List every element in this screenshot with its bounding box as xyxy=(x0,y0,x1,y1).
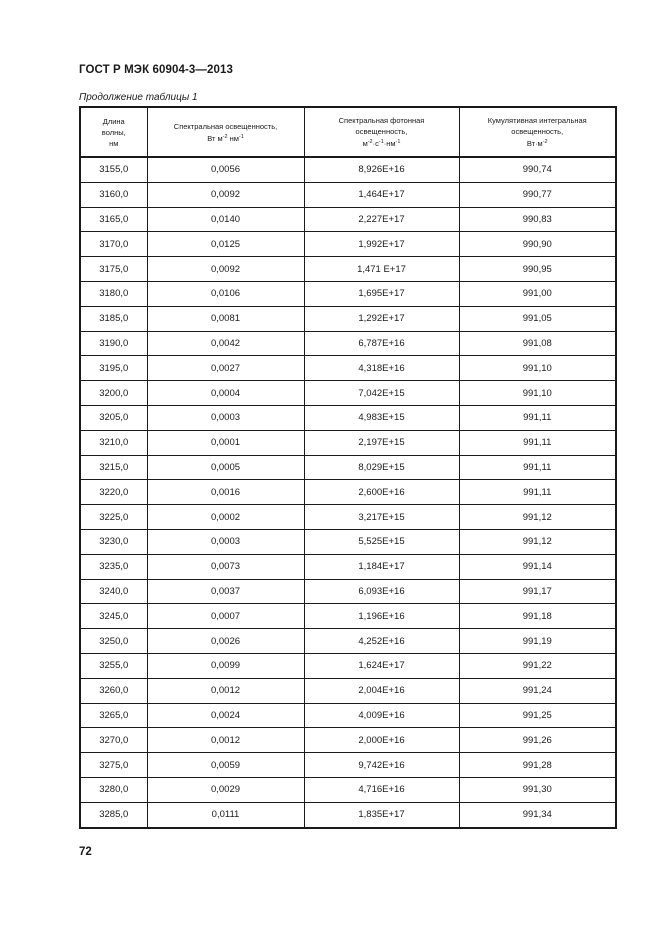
table-row xyxy=(80,257,616,282)
table-cell: 3160,0 xyxy=(80,182,147,207)
table-caption: Продолжение таблицы 1 xyxy=(79,92,198,103)
table-cell: 3175,0 xyxy=(80,257,147,282)
table-cell: 991,17 xyxy=(459,579,616,604)
table-cell: 3200,0 xyxy=(80,381,147,406)
table-cell: 6,787E+16 xyxy=(304,331,459,356)
table-row xyxy=(80,356,616,381)
table-cell: 3155,0 xyxy=(80,157,147,182)
table-cell: 990,83 xyxy=(459,207,616,232)
table-row xyxy=(80,281,616,306)
table-cell: 3185,0 xyxy=(80,306,147,331)
table-cell: 991,30 xyxy=(459,777,616,802)
table-cell: 5,525E+15 xyxy=(304,529,459,554)
table-cell: 3230,0 xyxy=(80,529,147,554)
header-cumulative-irradiance: Кумулятивная интегральная освещенность, $Вт\cdot м^{-2}$ xyxy=(459,107,616,157)
standard-designation: ГОСТ Р МЭК 60904-3—2013 xyxy=(79,64,233,76)
table-cell: 991,08 xyxy=(459,331,616,356)
table-body xyxy=(80,157,616,828)
table-row xyxy=(80,232,616,257)
table-row xyxy=(80,505,616,530)
table-cell: 991,00 xyxy=(459,281,616,306)
table-row xyxy=(80,653,616,678)
table-cell: 1,471 E+17 xyxy=(304,257,459,282)
table-cell: 1,196E+16 xyxy=(304,604,459,629)
table-cell: 3215,0 xyxy=(80,455,147,480)
table-cell: 3285,0 xyxy=(80,802,147,827)
table-cell: 0,0092 xyxy=(147,182,304,207)
table-cell: 990,90 xyxy=(459,232,616,257)
table-cell: 3195,0 xyxy=(80,356,147,381)
table-cell: 0,0027 xyxy=(147,356,304,381)
table-cell: 2,197E+15 xyxy=(304,430,459,455)
table-row xyxy=(80,703,616,728)
table-cell: 1,624E+17 xyxy=(304,653,459,678)
table-cell: 1,292E+17 xyxy=(304,306,459,331)
table-cell: 3265,0 xyxy=(80,703,147,728)
table-cell: 0,0092 xyxy=(147,257,304,282)
table-cell: 3235,0 xyxy=(80,554,147,579)
table-cell: 991,10 xyxy=(459,356,616,381)
table-cell: 3210,0 xyxy=(80,430,147,455)
table-cell: 0,0081 xyxy=(147,306,304,331)
table-cell: 3280,0 xyxy=(80,777,147,802)
table-cell: 0,0005 xyxy=(147,455,304,480)
table-cell: 3270,0 xyxy=(80,728,147,753)
table-cell: 0,0003 xyxy=(147,529,304,554)
table-cell: 991,18 xyxy=(459,604,616,629)
table-row xyxy=(80,529,616,554)
table-cell: 1,835E+17 xyxy=(304,802,459,827)
header-wavelength: Длина волны, нм xyxy=(80,107,147,157)
table-row xyxy=(80,728,616,753)
table-cell: 3260,0 xyxy=(80,678,147,703)
table-cell: 991,11 xyxy=(459,455,616,480)
table-cell: 9,742E+16 xyxy=(304,753,459,778)
table-cell: 991,05 xyxy=(459,306,616,331)
table-cell: 6,093E+16 xyxy=(304,579,459,604)
table-cell: 0,0106 xyxy=(147,281,304,306)
table-cell: 1,464E+17 xyxy=(304,182,459,207)
table-cell: 0,0012 xyxy=(147,728,304,753)
table-cell: 991,12 xyxy=(459,529,616,554)
table-cell: 990,95 xyxy=(459,257,616,282)
table-cell: 3190,0 xyxy=(80,331,147,356)
table-row xyxy=(80,554,616,579)
header-spectral-irradiance: Спектральная освещенность, Вт $м^{-2}$ $нм^{-1}$ xyxy=(147,107,304,157)
table-cell: 991,10 xyxy=(459,381,616,406)
table-cell: 2,227E+17 xyxy=(304,207,459,232)
spectral-data-table xyxy=(79,106,617,829)
table-row xyxy=(80,802,616,827)
table-cell: 0,0004 xyxy=(147,381,304,406)
table-cell: 0,0002 xyxy=(147,505,304,530)
table-cell: 4,252E+16 xyxy=(304,629,459,654)
table-cell: 0,0001 xyxy=(147,430,304,455)
table-cell: 0,0003 xyxy=(147,405,304,430)
table-cell: 2,000E+16 xyxy=(304,728,459,753)
table-row xyxy=(80,678,616,703)
table-cell: 0,0029 xyxy=(147,777,304,802)
table-row xyxy=(80,207,616,232)
table-cell: 3225,0 xyxy=(80,505,147,530)
table-cell: 991,26 xyxy=(459,728,616,753)
table-cell: 0,0007 xyxy=(147,604,304,629)
table-cell: 991,11 xyxy=(459,480,616,505)
table-cell: 1,184E+17 xyxy=(304,554,459,579)
table-cell: 991,22 xyxy=(459,653,616,678)
table-cell: 991,19 xyxy=(459,629,616,654)
table-cell: 8,926E+16 xyxy=(304,157,459,182)
table-cell: 991,14 xyxy=(459,554,616,579)
table-row xyxy=(80,579,616,604)
table-header xyxy=(80,107,616,157)
table-cell: 1,695E+17 xyxy=(304,281,459,306)
table-row xyxy=(80,777,616,802)
table-cell: 3240,0 xyxy=(80,579,147,604)
table-row xyxy=(80,430,616,455)
table-cell: 3255,0 xyxy=(80,653,147,678)
table-cell: 3275,0 xyxy=(80,753,147,778)
table-row xyxy=(80,405,616,430)
table-cell: 990,77 xyxy=(459,182,616,207)
table-row xyxy=(80,157,616,182)
table-cell: 0,0026 xyxy=(147,629,304,654)
table-cell: 3245,0 xyxy=(80,604,147,629)
table-cell: 0,0125 xyxy=(147,232,304,257)
table-cell: 3180,0 xyxy=(80,281,147,306)
table-cell: 3250,0 xyxy=(80,629,147,654)
header-photon-irradiance: Спектральная фотонная освещенность, $м^{-2}\cdot с^{-1}\cdot нм^{-1}$ xyxy=(304,107,459,157)
table-cell: 1,992E+17 xyxy=(304,232,459,257)
table-row xyxy=(80,306,616,331)
table-cell: 0,0059 xyxy=(147,753,304,778)
table-row xyxy=(80,604,616,629)
table-cell: 2,600E+16 xyxy=(304,480,459,505)
table-row xyxy=(80,480,616,505)
table-cell: 991,34 xyxy=(459,802,616,827)
table-cell: 991,11 xyxy=(459,430,616,455)
table-cell: 8,029E+15 xyxy=(304,455,459,480)
table-cell: 0,0037 xyxy=(147,579,304,604)
table-cell: 991,25 xyxy=(459,703,616,728)
table-row xyxy=(80,753,616,778)
table-cell: 991,24 xyxy=(459,678,616,703)
table-cell: 991,28 xyxy=(459,753,616,778)
table-cell: 3205,0 xyxy=(80,405,147,430)
table-row xyxy=(80,455,616,480)
table-cell: 3220,0 xyxy=(80,480,147,505)
table-cell: 0,0099 xyxy=(147,653,304,678)
table-cell: 0,0042 xyxy=(147,331,304,356)
table-cell: 0,0012 xyxy=(147,678,304,703)
table-cell: 0,0056 xyxy=(147,157,304,182)
table-cell: 0,0140 xyxy=(147,207,304,232)
table-cell: 3,217E+15 xyxy=(304,505,459,530)
table-cell: 3165,0 xyxy=(80,207,147,232)
table-cell: 2,004E+16 xyxy=(304,678,459,703)
table-cell: 3170,0 xyxy=(80,232,147,257)
page-number: 72 xyxy=(79,846,92,858)
table-cell: 991,11 xyxy=(459,405,616,430)
table-row xyxy=(80,182,616,207)
table-row xyxy=(80,331,616,356)
table-cell: 0,0016 xyxy=(147,480,304,505)
table-row xyxy=(80,381,616,406)
table-cell: 7,042E+15 xyxy=(304,381,459,406)
table-row xyxy=(80,629,616,654)
table-cell: 0,0073 xyxy=(147,554,304,579)
table-cell: 0,0111 xyxy=(147,802,304,827)
table-cell: 4,318E+16 xyxy=(304,356,459,381)
table-cell: 990,74 xyxy=(459,157,616,182)
table-cell: 991,12 xyxy=(459,505,616,530)
table-cell: 4,716E+16 xyxy=(304,777,459,802)
table-cell: 0,0024 xyxy=(147,703,304,728)
table-cell: 4,009E+16 xyxy=(304,703,459,728)
table-cell: 4,983E+15 xyxy=(304,405,459,430)
